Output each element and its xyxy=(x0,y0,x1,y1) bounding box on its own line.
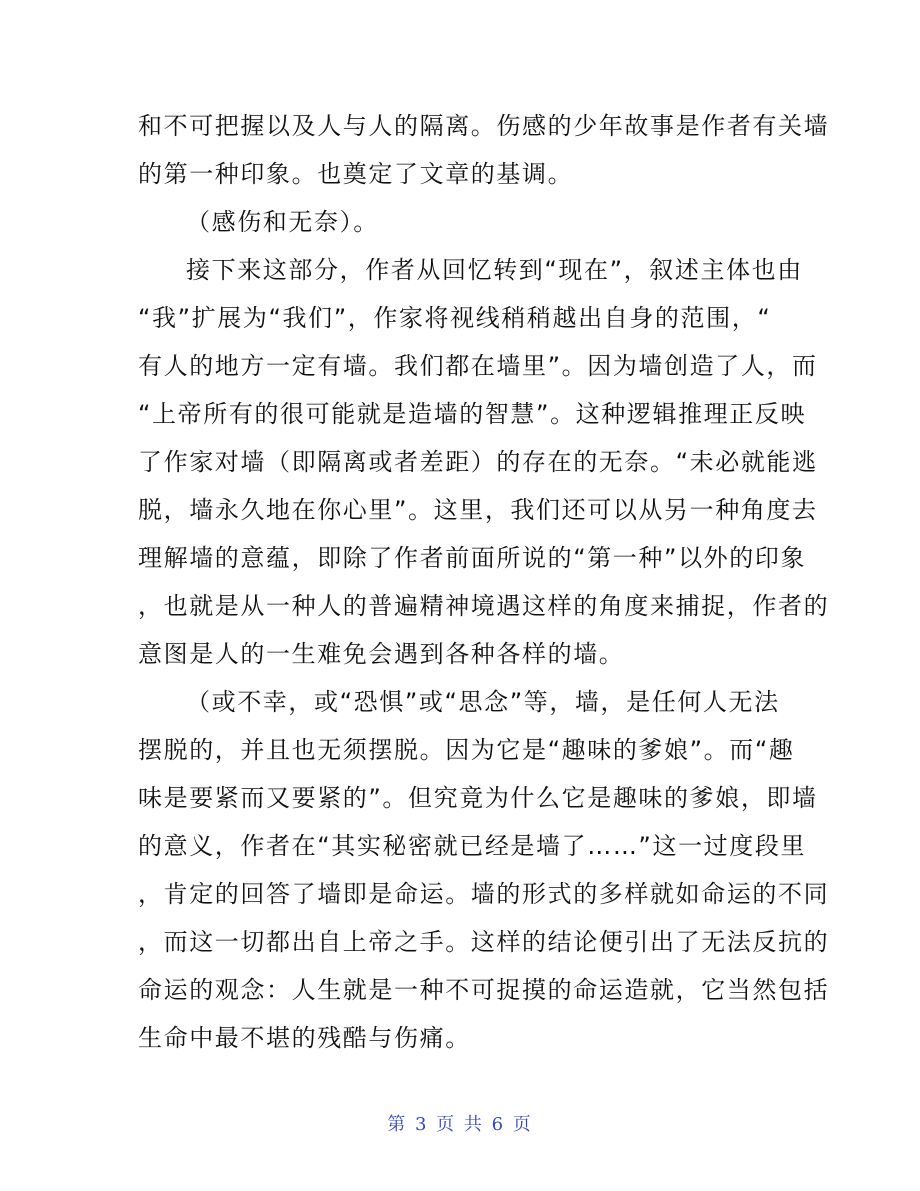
text-line: 生命中最不堪的残酷与伤痛。 xyxy=(138,1024,471,1052)
paragraph-1 xyxy=(138,102,830,198)
text-line: ，肯定的回答了墙即是命运。墙的形式的多样就如命运的不同 xyxy=(138,880,830,908)
text-line: 了作家对墙（即隔离或者差距）的存在的无奈。“未必就能逃 xyxy=(138,448,818,476)
text-line: 意图是人的一生难免会遇到各种各样的墙。 xyxy=(138,640,625,668)
text-line: 命运的观念：人生就是一种不可捉摸的命运造就，它当然包括 xyxy=(138,976,830,1004)
text-line: 接下来这部分，作者从回忆转到“现在”，叙述主体也由 xyxy=(186,256,803,284)
text-line: ，而这一切都出自上帝之手。这样的结论便引出了无法反抗的 xyxy=(138,928,830,956)
paragraph-2 xyxy=(138,198,788,246)
text-line: 和不可把握以及人与人的隔离。伤感的少年故事是作者有关墙 xyxy=(138,112,830,140)
text-line: 有人的地方一定有墙。我们都在墙里”。因为墙创造了人，而 xyxy=(138,352,818,380)
text-line: 的第一种印象。也奠定了文章的基调。 xyxy=(138,160,574,188)
text-line: 理解墙的意蕴，即除了作者前面所说的“第一种”以外的印象 xyxy=(138,544,807,572)
text-line: （或不幸，或“恐惧”或“思念”等，墙，是任何人无法 xyxy=(186,688,780,716)
text-line: （感伤和无奈）。 xyxy=(186,208,379,236)
text-line: 味是要紧而又要紧的”。但究竟为什么它是趣味的爹娘，即墙 xyxy=(138,784,818,812)
text-line: ，也就是从一种人的普遍精神境遇这样的角度来捕捉，作者的 xyxy=(138,592,830,620)
text-line: “我”扩展为“我们”，作家将视线稍稍越出自身的范围，“ xyxy=(138,304,772,332)
paragraph-3 xyxy=(138,246,830,678)
text-line: 脱，墙永久地在你心里”。这里，我们还可以从另一种角度去 xyxy=(138,496,818,524)
text-line: 摆脱的，并且也无须摆脱。因为它是“趣味的爹娘”。而“趣 xyxy=(138,736,795,764)
paragraph-4 xyxy=(138,678,830,1062)
text-line: “上帝所有的很可能就是造墙的智慧”。这种逻辑推理正反映 xyxy=(138,400,807,428)
text-line: 的意义，作者在“其实秘密就已经是墙了……”这一过度段里 xyxy=(138,832,807,860)
page-number-footer: 第 3 页 共 6 页 xyxy=(387,1114,533,1135)
